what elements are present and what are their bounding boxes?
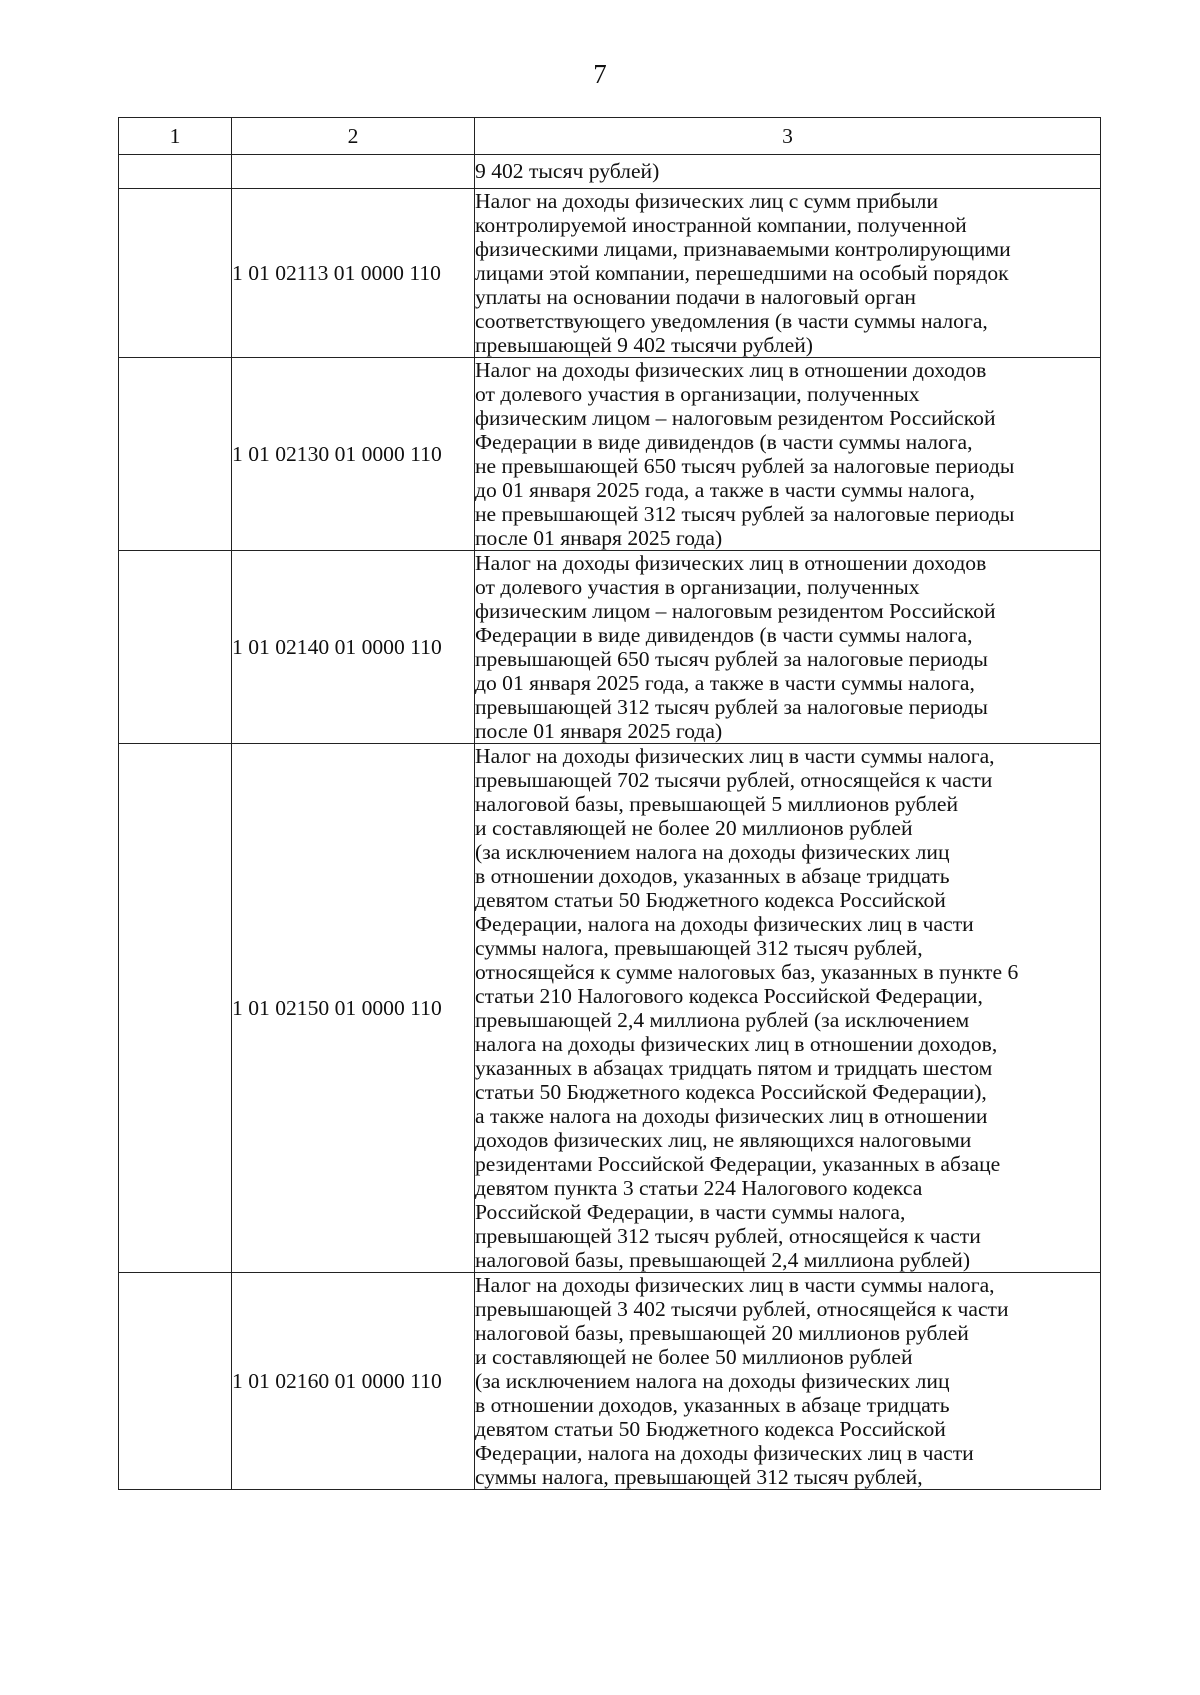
page-number: 7	[593, 59, 607, 89]
description-line: после 01 января 2025 года)	[475, 719, 723, 743]
description-line: соответствующего уведомления (в части суммы налога,	[475, 309, 988, 333]
description-line: Налог на доходы физических лиц в отношении доходов	[475, 358, 987, 382]
description-line: девятом пункта 3 статьи 224 Налогового кодекса	[475, 1176, 923, 1200]
description-line: налоговой базы, превышающей 5 миллионов рублей	[475, 792, 959, 816]
description-line: превышающей 9 402 тысячи рублей)	[475, 333, 813, 357]
description-line: налога на доходы физических лиц в отношении доходов,	[475, 1032, 998, 1056]
row-number-cell	[119, 358, 232, 551]
description-line: Федерации в виде дивидендов (в части суммы налога,	[475, 430, 973, 454]
description-line: и составляющей не более 50 миллионов рублей	[475, 1345, 913, 1369]
description-line: относящейся к сумме налоговых баз, указанных в пункте 6	[475, 960, 1019, 984]
description-cell	[475, 358, 1101, 551]
description-line: (за исключением налога на доходы физических лиц	[475, 1369, 950, 1393]
column-header-3: 3	[475, 118, 1101, 155]
description-line: от долевого участия в организации, полученных	[475, 575, 920, 599]
description-line: а также налога на доходы физических лиц в отношении	[475, 1104, 988, 1128]
description-line: до 01 января 2025 года, а также в части суммы налога,	[475, 671, 975, 695]
description-line: превышающей 2,4 миллиона рублей (за исключением	[475, 1008, 970, 1032]
description-line: налоговой базы, превышающей 2,4 миллиона рублей)	[475, 1248, 971, 1272]
description-line: и составляющей не более 20 миллионов рублей	[475, 816, 913, 840]
description-line: доходов физических лиц, не являющихся налоговыми	[475, 1128, 972, 1152]
table-row	[119, 1273, 1101, 1490]
description-line: до 01 января 2025 года, а также в части суммы налога,	[475, 478, 975, 502]
description-line: физическим лицом – налоговым резидентом Российской	[475, 599, 996, 623]
classification-code-cell: 1 01 02140 01 0000 110	[232, 551, 475, 744]
description-cell	[475, 744, 1101, 1273]
row-number-cell	[119, 1273, 232, 1490]
description-line: контролируемой иностранной компании, полученной	[475, 213, 967, 237]
description-line: Федерации, налога на доходы физических лиц в части	[475, 912, 974, 936]
description-line: налоговой базы, превышающей 20 миллионов рублей	[475, 1321, 969, 1345]
table-row	[119, 551, 1101, 744]
description-line: Российской Федерации, в части суммы налога,	[475, 1200, 906, 1224]
column-header-1: 1	[119, 118, 232, 155]
description-line: суммы налога, превышающей 312 тысяч рублей,	[475, 1465, 923, 1489]
table-row	[119, 155, 1101, 189]
description-line: превышающей 650 тысяч рублей за налоговые периоды	[475, 647, 988, 671]
description-line: Налог на доходы физических лиц с сумм прибыли	[475, 189, 939, 213]
classification-code-cell	[232, 155, 475, 189]
description-line: (за исключением налога на доходы физических лиц	[475, 840, 950, 864]
description-line: после 01 января 2025 года)	[475, 526, 723, 550]
description-line: статьи 210 Налогового кодекса Российской Федерации,	[475, 984, 983, 1008]
description-cell	[475, 551, 1101, 744]
description-line: в отношении доходов, указанных в абзаце тридцать	[475, 1393, 950, 1417]
description-line: Налог на доходы физических лиц в части суммы налога,	[475, 744, 995, 768]
description-line: Федерации, налога на доходы физических лиц в части	[475, 1441, 974, 1465]
description-line: статьи 50 Бюджетного кодекса Российской Федерации),	[475, 1080, 987, 1104]
description-line: превышающей 312 тысяч рублей за налоговые периоды	[475, 695, 988, 719]
table-row	[119, 744, 1101, 1273]
description-line: девятом статьи 50 Бюджетного кодекса Российской	[475, 888, 946, 912]
description-cell	[475, 155, 1101, 189]
table-body	[119, 155, 1101, 1490]
description-cell	[475, 1273, 1101, 1490]
description-line: не превышающей 312 тысяч рублей за налоговые периоды	[475, 502, 1015, 526]
description-line: не превышающей 650 тысяч рублей за налоговые периоды	[475, 454, 1015, 478]
description-line: девятом статьи 50 Бюджетного кодекса Российской	[475, 1417, 946, 1441]
classification-code-cell: 1 01 02150 01 0000 110	[232, 744, 475, 1273]
description-line: 9 402 тысяч рублей)	[475, 159, 660, 183]
description-line: в отношении доходов, указанных в абзаце тридцать	[475, 864, 950, 888]
description-line: указанных в абзацах тридцать пятом и тридцать шестом	[475, 1056, 993, 1080]
description-line: Налог на доходы физических лиц в отношении доходов	[475, 551, 987, 575]
classification-code-cell: 1 01 02130 01 0000 110	[232, 358, 475, 551]
description-line: Федерации в виде дивидендов (в части суммы налога,	[475, 623, 973, 647]
table-header-row	[119, 118, 1101, 155]
description-line: лицами этой компании, перешедшими на особый порядок	[475, 261, 1009, 285]
row-number-cell	[119, 155, 232, 189]
column-header-2: 2	[232, 118, 475, 155]
row-number-cell	[119, 551, 232, 744]
classification-code-cell: 1 01 02113 01 0000 110	[232, 189, 475, 358]
row-number-cell	[119, 744, 232, 1273]
table-row	[119, 189, 1101, 358]
description-line: превышающей 3 402 тысячи рублей, относящейся к части	[475, 1297, 1009, 1321]
description-cell	[475, 189, 1101, 358]
description-line: превышающей 702 тысячи рублей, относящейся к части	[475, 768, 993, 792]
description-line: физическим лицом – налоговым резидентом Российской	[475, 406, 996, 430]
description-line: физическими лицами, признаваемыми контролирующими	[475, 237, 1011, 261]
description-line: уплаты на основании подачи в налоговый орган	[475, 285, 916, 309]
description-line: суммы налога, превышающей 312 тысяч рублей,	[475, 936, 923, 960]
description-line: резидентами Российской Федерации, указанных в абзаце	[475, 1152, 1001, 1176]
income-codes-table	[118, 117, 1101, 1490]
classification-code-cell: 1 01 02160 01 0000 110	[232, 1273, 475, 1490]
table-row	[119, 358, 1101, 551]
description-line: превышающей 312 тысяч рублей, относящейся к части	[475, 1224, 981, 1248]
row-number-cell	[119, 189, 232, 358]
description-line: от долевого участия в организации, полученных	[475, 382, 920, 406]
description-line: Налог на доходы физических лиц в части суммы налога,	[475, 1273, 995, 1297]
